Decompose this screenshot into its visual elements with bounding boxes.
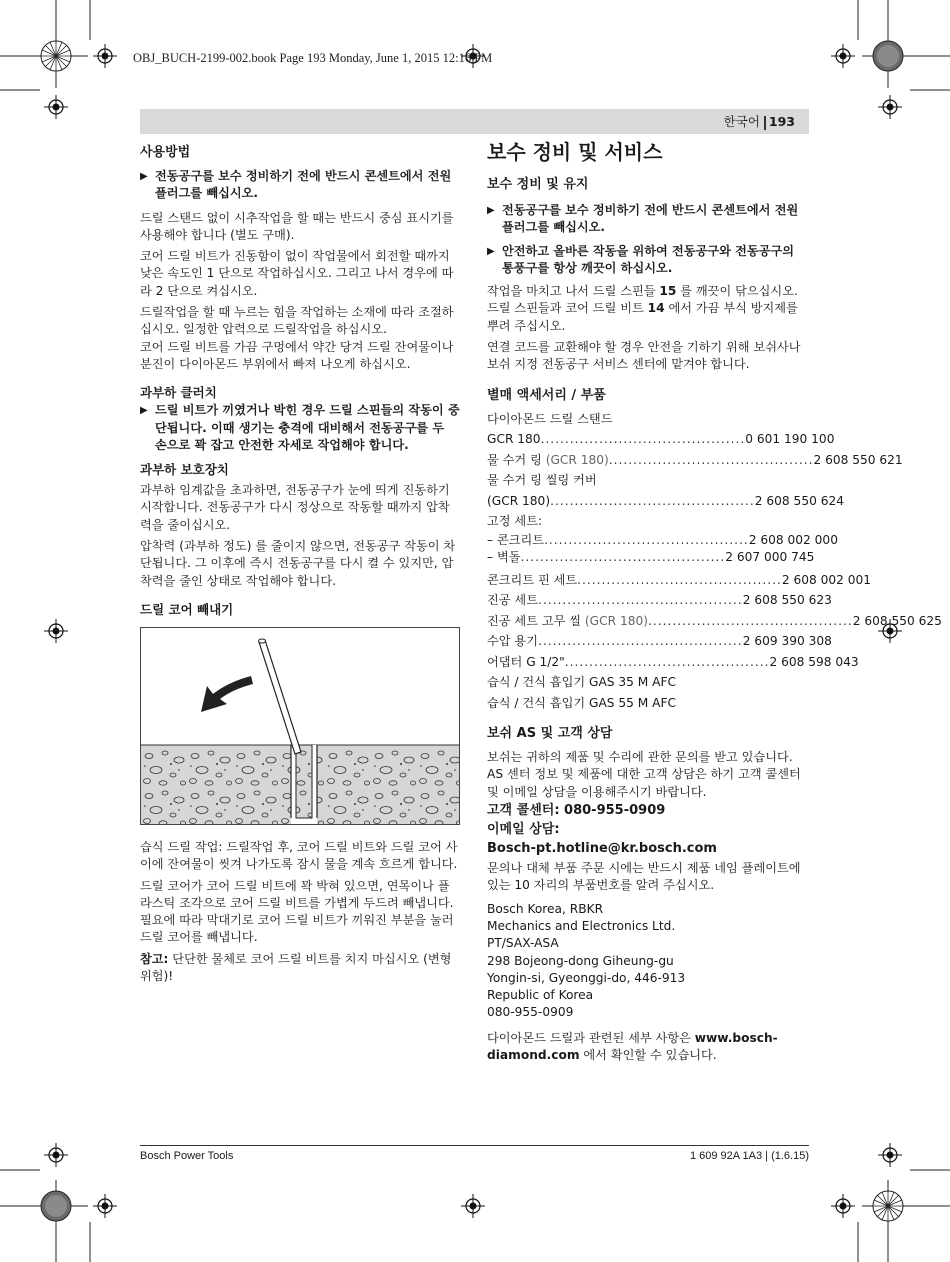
page-header-bar (140, 109, 809, 134)
remove-paragraph: 습식 드릴 작업: 드릴작업 후, 코어 드릴 비트와 드릴 코어 사이에 잔여물이 씻겨 나가도록 잠시 물을 계속 흐르게 합니다. (140, 839, 458, 872)
accessory-group: 물 수거 링 씰링 커버 (487, 473, 597, 488)
usage-title: 사용방법 (140, 145, 191, 160)
accessories-title: 별매 액세서리 / 부품 (487, 387, 606, 403)
header-language: 한국어 (723, 114, 760, 129)
warning-triangle-icon: ▶ (140, 405, 148, 417)
part-reference-14: 14 (647, 301, 665, 316)
maintenance-text: 작업을 마치고 나서 드릴 스핀들 (487, 284, 656, 299)
header-language-page (724, 109, 809, 134)
maintenance-paragraph: 연결 코드를 교환해야 할 경우 안전을 기하기 위해 보쉬사나 보쉬 지정 전동공구 서비스 센터에 맡겨야 합니다. (487, 340, 801, 372)
maintenance-warning-text: 전동공구를 보수 정비하기 전에 반드시 콘센트에서 전원 플러그를 빼십시오. (502, 203, 799, 235)
left-column (140, 140, 460, 985)
accessory-row: 진공 세트 고무 씰 (GCR 180) .......................................... 2 608 550 625 (487, 613, 942, 628)
starburst-mark-bottom-right (873, 1191, 903, 1221)
address-line: Republic of Korea (487, 988, 594, 1003)
clutch-title: 과부하 클러치 (140, 385, 217, 401)
accessory-row: 물 수거 링 (GCR 180) .......................................... 2 608 550 621 (487, 452, 903, 467)
note-text: 단단한 물체로 코어 드릴 비트를 치지 마십시오 (변형 위험)! (140, 951, 452, 984)
core-removal-drawing (141, 628, 459, 824)
accessory-row: 콘크리트 핀 세트 .......................................... 2 608 002 001 (487, 572, 872, 587)
email-label: 이메일 상담: (487, 822, 560, 838)
starburst-mark-top-left (41, 41, 71, 71)
maintenance-text: 를 깨끗이 닦으십시오. 드릴 스핀들과 코어 드릴 비트 (487, 284, 798, 316)
footer-brand: Bosch Power Tools (140, 1150, 234, 1162)
address-line: PT/SAX-ASA (487, 936, 559, 951)
remove-paragraph: 드릴 코어가 코어 드릴 비트에 꽉 박혀 있으면, 연목이나 플라스틱 조각으로 코어 드릴 비트를 가볍게 두드려 빼냅니다. 필요에 따라 막대기로 코어 드릴 비트가 끼워진 부분을 눌러 드릴 코어를 빼냅니다. (140, 878, 454, 945)
address-line: 298 Bojeong-dong Giheung-gu (487, 953, 674, 968)
usage-warning-text: 전동공구를 보수 정비하기 전에 반드시 콘센트에서 전원 플러그를 빼십시오. (155, 169, 452, 201)
accessory-row: GCR 180 .......................................... 0 601 190 100 (487, 432, 835, 447)
accessory-row: (GCR 180) .......................................... 2 608 550 624 (487, 493, 844, 508)
maintenance-paragraph (487, 283, 809, 335)
book-slug-line: OBJ_BUCH-2199-002.book Page 193 Monday, June 1, 2015 12:16 PM (133, 51, 493, 65)
gray-disc-bottom-left (41, 1191, 71, 1221)
diamond-url-link[interactable]: www.bosch- diamond.com (487, 1030, 778, 1063)
service-paragraph: 보쉬는 귀하의 제품 및 수리에 관한 문의를 받고 있습니다. (487, 750, 793, 765)
part-reference-15: 15 (659, 284, 677, 299)
core-removal-illustration (140, 627, 460, 825)
maintenance-title: 보수 정비 및 유지 (487, 177, 589, 192)
footer-rule (140, 1145, 809, 1146)
accessory-row: 진공 세트 .......................................... 2 608 550 623 (487, 593, 832, 608)
note-paragraph (140, 951, 460, 986)
accessory-group: 다이아몬드 드릴 스탠드 (487, 411, 613, 426)
warning-triangle-icon: ▶ (140, 171, 148, 182)
callcenter-line: 고객 콜센터: 080-955-0909 (487, 803, 666, 819)
accessory-group: 고정 세트: (487, 514, 543, 529)
usage-paragraph: 드릴작업을 할 때 누르는 힘을 작업하는 소재에 따라 조절하십시오. 일정한 압력으로 드릴작업을 하십시오. (140, 305, 454, 337)
accessory-group: 습식 / 건식 흡입기 GAS 55 M AFC (487, 695, 677, 710)
maintenance-warning-2 (487, 243, 809, 278)
protect-paragraph: 과부하 임계값을 초과하면, 전동공구가 눈에 띄게 진동하기 시작합니다. 전동공구가 다시 정상으로 작동할 때까지 압착력을 줄이십시오. (140, 483, 450, 532)
accessory-row: 어댑터 G 1/2" .......................................... 2 608 598 043 (487, 654, 859, 669)
clutch-warning-text: 드릴 비트가 끼였거나 박힌 경우 드릴 스핀들의 작동이 중단됩니다. 이때 생기는 충격에 대비해서 전동공구를 두 손으로 꽉 잡고 안전한 자세로 작업해야 합니다. (155, 403, 460, 452)
address-line: Bosch Korea, RBKR (487, 901, 604, 916)
maintenance-warning-text: 안전하고 올바른 작동을 위하여 전동공구와 전동공구의 통풍구를 항상 깨끗이 하십시오. (502, 243, 794, 275)
remove-title: 드릴 코어 빼내기 (140, 601, 234, 617)
service-title: 보쉬 AS 및 고객 상담 (487, 726, 613, 742)
maintenance-warning-1 (487, 202, 809, 237)
accessory-row: 수압 용기 .......................................... 2 609 390 308 (487, 634, 832, 649)
diamond-text: 다이아몬드 드릴과 관련된 세부 사항은 (487, 1030, 691, 1045)
usage-paragraph: 코어 드릴 비트가 진동함이 없이 작업물에서 회전할 때까지 낮은 속도인 1 단으로 작업하십시오. 그리고 나서 경우에 따라 2 단으로 켜십시오. (140, 249, 454, 298)
note-label: 참고: (140, 951, 169, 966)
accessory-group: 습식 / 건식 흡입기 GAS 35 M AFC (487, 675, 677, 690)
address-line: Yongin-si, Gyeonggi-do, 446-913 (487, 970, 686, 985)
protect-title: 과부하 보호장치 (140, 462, 229, 478)
address-block (487, 901, 809, 1022)
address-line: Mechanics and Electronics Ltd. (487, 918, 676, 933)
address-line: 080-955-0909 (487, 1005, 574, 1020)
footer-document-number: 1 609 92A 1A3 | (1.6.15) (689, 1150, 809, 1162)
accessories-list (487, 409, 942, 714)
email-address[interactable]: Bosch-pt.hotline@kr.bosch.com (487, 841, 717, 857)
diamond-tail: 에서 확인할 수 있습니다. (583, 1048, 717, 1063)
warning-triangle-icon: ▶ (487, 205, 495, 216)
service-paragraph: 문의나 대체 부품 주문 시에는 반드시 제품 네임 플레이트에 있는 10 자리의 부품번호를 알려 주십시오. (487, 861, 801, 893)
header-separator (764, 116, 766, 130)
usage-paragraph: 드릴 스탠드 없이 시추작업을 할 때는 반드시 중심 표시기를 사용해야 합니다 (별도 구매). (140, 210, 454, 242)
warning-triangle-icon: ▶ (487, 245, 495, 257)
gray-disc-top-right (873, 41, 903, 71)
protect-paragraph: 압착력 (과부하 정도) 를 줄이지 않으면, 전동공구 작동이 차단됩니다. 그 이후에 즉시 전동공구를 다시 켤 수 있지만, 압착력을 줄인 상태로 작업해야 합니다. (140, 539, 456, 588)
diamond-paragraph (487, 1030, 809, 1065)
accessory-row: – 벽돌 .......................................... 2 607 000 745 (487, 549, 815, 564)
accessory-row: – 콘크리트 .......................................... 2 608 002 000 (487, 532, 838, 547)
right-column (487, 140, 942, 1064)
usage-paragraph: 코어 드릴 비트를 가끔 구멍에서 약간 당겨 드릴 잔여물이나 분진이 다이아몬드 부위에서 빠져 나오게 하십시오. (140, 339, 454, 371)
main-section-title: 보수 정비 및 서비스 (487, 140, 663, 164)
header-page-number: 193 (768, 114, 795, 129)
usage-warning (140, 168, 460, 203)
clutch-warning (140, 402, 460, 454)
maintenance-text: 에서 가끔 부식 방지제를 뿌려 주십시오. (487, 301, 798, 333)
service-paragraph: AS 센터 정보 및 제품에 대한 고객 상담은 하기 고객 콜센터 및 이메일 상담을 이용해주시기 바랍니다. (487, 767, 801, 799)
